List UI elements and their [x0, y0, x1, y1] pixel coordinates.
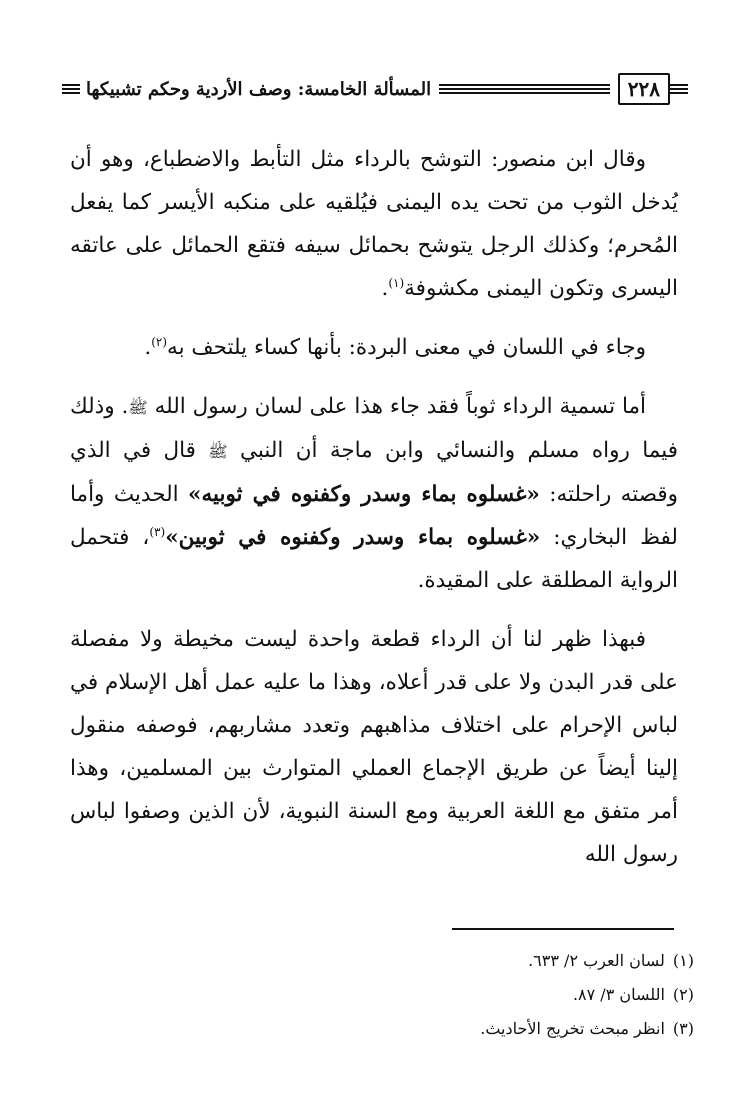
paragraph-text: أما تسمية الرداء ثوباً فقد جاء هذا على لسان رسول الله: [147, 394, 647, 419]
paragraph: [70, 618, 678, 876]
paragraph: [70, 138, 678, 310]
paragraph-text: . وذلك فيما رواه مسلم والنسائي وابن ماجة أن النبي: [70, 394, 678, 463]
footnote-reference: (٣): [149, 524, 166, 539]
header-rule-right: [670, 83, 688, 95]
paragraph-text: فبهذا ظهر لنا أن الرداء قطعة واحدة ليست مخيطة ولا مفصلة على قدر البدن ولا على قدر أعلاه، وهذا ما عليه عمل أهل الإسلام في لباس الإحرام على اختلاف مذاهبهم وتعدد مشاربهم، فوصفه منقول إلينا أيضاً عن طريق الإجماع العملي المتوارث بين المسلمين، وهذا أمر متفق مع اللغة العربية ومع السنة النبوية، لأن الذين وصفوا لباس رسول الله: [70, 627, 678, 867]
paragraph-text: قال في الذي وقصته راحلته:: [70, 438, 679, 507]
paragraph-text: وقال ابن منصور: التوشح بالرداء مثل التأبط والاضطباع، وهو أن يُدخل الثوب من تحت يده اليمنى فيُلقيه على منكبه الأيسر كما يفعل المُحرم؛ وكذلك الرجل يتوشح بحمائل سيفه فتقع الحمائل على عاتقه اليسرى وتكون اليمنى مكشوفة: [70, 147, 678, 301]
running-header: [62, 72, 688, 106]
footnote-number: (٢): [672, 985, 694, 1004]
body-text: [70, 138, 678, 876]
paragraph-text: .: [381, 276, 389, 301]
footnote-text: لسان العرب ٢/ ٦٣٣.: [528, 951, 665, 970]
paragraph: [70, 326, 678, 369]
salawat-glyph: ﷺ: [208, 442, 228, 461]
footnote-reference: (١): [388, 275, 405, 290]
footnote-reference: (٢): [151, 334, 168, 349]
footnote-number: (٣): [672, 1019, 694, 1038]
footnotes: [70, 944, 694, 1046]
paragraph: [70, 385, 678, 602]
footnote-text: انظر مبحث تخريج الأحاديث.: [480, 1019, 665, 1038]
hadith-quote: «غسلوه بماء وسدر وكفنوه في ثوبين»: [165, 525, 541, 550]
paragraph-text: الحديث وأما لفظ البخاري:: [70, 482, 678, 550]
footnote-text: اللسان ٣/ ٨٧.: [572, 985, 665, 1004]
hadith-quote: «غسلوه بماء وسدر وكفنوه في ثوبيه»: [188, 482, 540, 507]
paragraph-text: ، فتحمل الرواية المطلقة على المقيدة.: [70, 525, 678, 593]
footnote: [70, 1012, 694, 1046]
footnote-number: (١): [672, 951, 694, 970]
paragraph-text: .: [144, 335, 152, 360]
header-rule-middle: [439, 83, 610, 95]
paragraph-text: وجاء في اللسان في معنى البردة: بأنها كساء يلتحف به: [167, 335, 646, 360]
header-rule-left: [62, 83, 80, 95]
page-number: ٢٢٨: [618, 73, 670, 105]
header-title: المسألة الخامسة: وصف الأردية وحكم تشبيكها: [86, 78, 432, 100]
footnote: [70, 978, 694, 1012]
footnote: [70, 944, 694, 978]
footnote-separator: [452, 928, 674, 930]
salawat-glyph: ﷺ: [128, 398, 148, 417]
